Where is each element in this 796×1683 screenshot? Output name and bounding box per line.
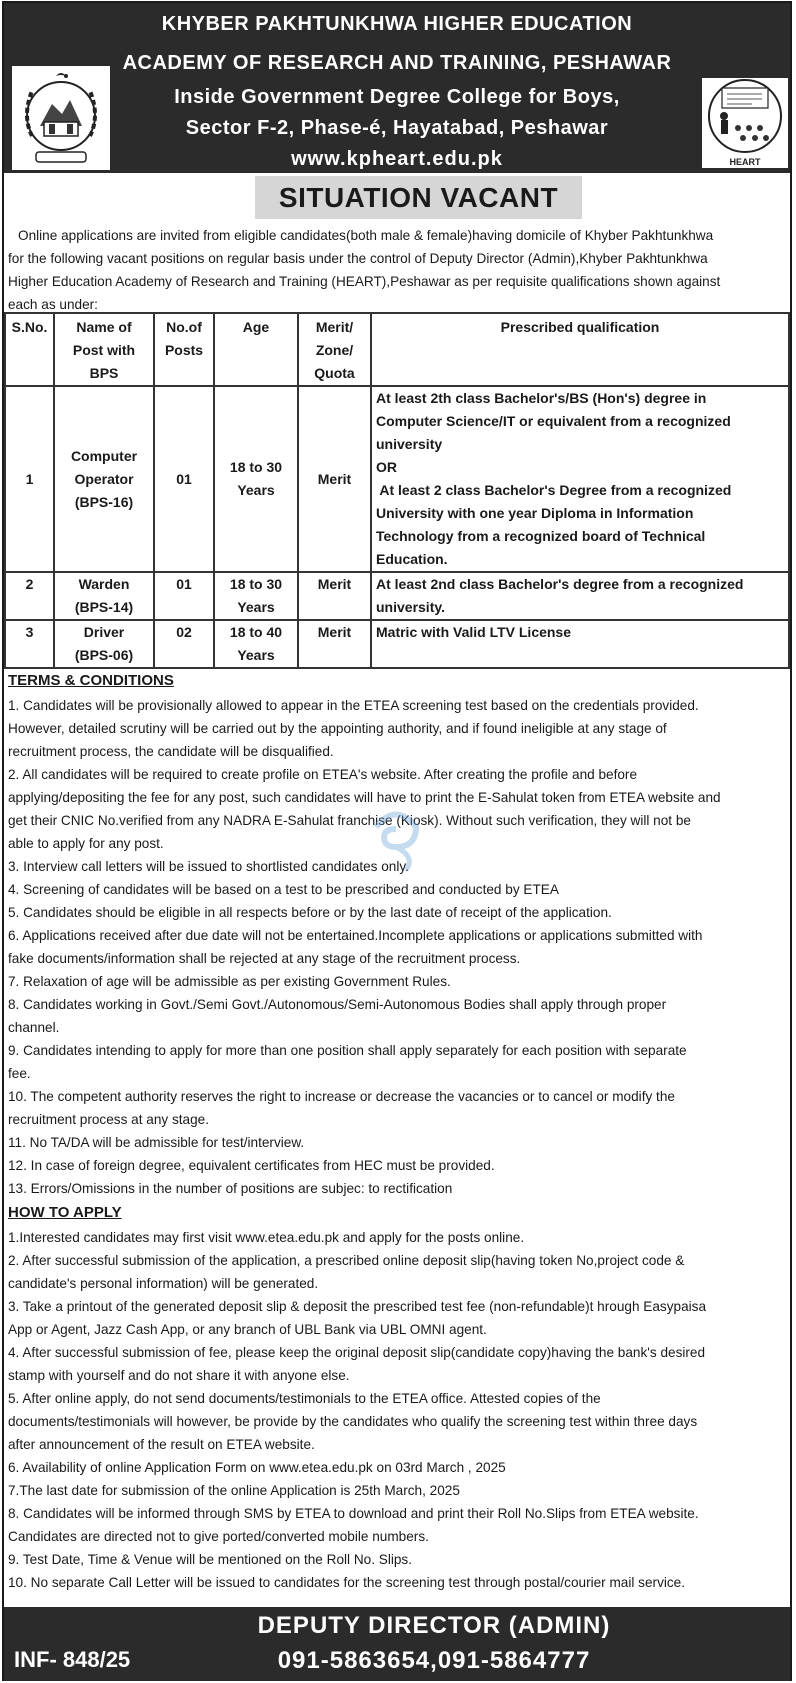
how-list-item: after announcement of the result on ETEA website. — [8, 1437, 315, 1452]
terms-list-item: 6. Applications received after due date will not be entertained.Incomplete applications or applications submitted with — [8, 928, 703, 943]
cell-age: 18 to 40 Years — [214, 620, 298, 668]
table-row — [5, 386, 789, 572]
terms-list-item: recruitment process, the candidate will be disqualified. — [8, 744, 334, 759]
terms-list-item: recruitment process at any stage. — [8, 1112, 209, 1127]
terms-list-item: 1. Candidates will be provisionally allowed to appear in the ETEA screening test based on the credentials provided. — [8, 698, 699, 713]
how-to-apply-section — [8, 1204, 790, 1594]
intro-paragraph — [8, 224, 790, 316]
col-qualification: Prescribed qualification — [371, 313, 789, 386]
cell-sno: 2 — [5, 572, 54, 620]
terms-title: TERMS & CONDITIONS — [8, 672, 174, 689]
terms-list-item: 12. In case of foreign degree, equivalent certificates from HEC must be provided. — [8, 1158, 495, 1173]
terms-list-item: 10. The competent authority reserves the right to increase or decrease the vacancies or to cancel or modify the — [8, 1089, 675, 1104]
cell-post: Driver (BPS-06) — [54, 620, 154, 668]
title-banner — [255, 176, 582, 219]
cell-sno: 1 — [5, 386, 54, 572]
header-line-3: Inside Government Degree College for Boys, — [174, 86, 620, 108]
how-list-item: 6. Availability of online Application Form on www.etea.edu.pk on 03rd March , 2025 — [8, 1460, 506, 1475]
terms-list-item: 13. Errors/Omissions in the number of positions are subjec: to rectification — [8, 1181, 453, 1196]
terms-list-item: 4. Screening of candidates will be based on a test to be prescribed and conducted by ETEA — [8, 882, 559, 897]
col-post: Name of Post with BPS — [54, 313, 154, 386]
watermark-icon — [366, 802, 426, 872]
terms-list-item: 7. Relaxation of age will be admissible as per existing Government Rules. — [8, 974, 451, 989]
cell-post: Computer Operator (BPS-16) — [54, 386, 154, 572]
how-list-item: 7.The last date for submission of the online Application is 25th March, 2025 — [8, 1483, 460, 1498]
how-list-item: 8. Candidates will be informed through SMS by ETEA to download and print their Roll No.Slips from ETEA website. — [8, 1506, 699, 1521]
cell-qualification: At least 2th class Bachelor's/BS (Hon's) degree in Computer Science/IT or equivalent from a recognized university OR At least 2 class Bachelor's Degree from a recognized University with one year Diploma in Information Technology from a recognized board of Technical Education. — [371, 386, 789, 572]
terms-list-item: 11. No TA/DA will be admissible for test/interview. — [8, 1135, 305, 1150]
table-row — [5, 620, 789, 668]
kp-government-logo — [12, 66, 110, 170]
cell-posts: 02 — [154, 620, 214, 668]
how-list-item: 1.Interested candidates may first visit www.etea.edu.pk and apply for the posts online. — [8, 1230, 525, 1245]
terms-list-item: get their CNIC No.verified from any NADRA E-Sahulat franchise (Kiosk). Without such verification, they will not be — [8, 813, 691, 828]
cell-posts: 01 — [154, 572, 214, 620]
cell-merit: Merit — [298, 620, 371, 668]
intro-line: for the following vacant positions on regular basis under the control of Deputy Director (Admin),Khyber Pakhtunkhwa — [8, 251, 708, 266]
header-line-4: Sector F-2, Phase-é, Hayatabad, Peshawar — [185, 117, 609, 139]
intro-line: Online applications are invited from eligible candidates(both male & female)having domicile of Khyber Pakhtunkhwa — [18, 228, 714, 243]
heart-logo — [702, 78, 788, 168]
cell-merit: Merit — [298, 386, 371, 572]
terms-list-item: 5. Candidates should be eligible in all respects before or by the last date of receipt of the application. — [8, 905, 612, 920]
terms-list-item: able to apply for any post. — [8, 836, 164, 851]
footer-banner — [4, 1607, 790, 1681]
how-list-item: 3. Take a printout of the generated deposit slip & deposit the prescribed test fee (non-refundable)t hrough Easypaisa — [8, 1299, 707, 1314]
header-website: www.kpheart.edu.pk — [291, 148, 503, 170]
how-list-item: stamp with yourself and do not share it with anyone else. — [8, 1368, 350, 1383]
header-banner — [4, 3, 790, 173]
intro-line: each as under: — [8, 297, 98, 312]
how-to-apply-title: HOW TO APPLY — [8, 1204, 122, 1221]
col-merit: Merit/ Zone/ Quota — [298, 313, 371, 386]
how-list-item: 2. After successful submission of the application, a prescribed online deposit slip(having token No,project code & — [8, 1253, 685, 1268]
col-sno: S.No. — [5, 313, 54, 386]
how-list-item: 4. After successful submission of fee, please keep the original deposit slip(candidate copy)having the bank's desired — [8, 1345, 706, 1360]
how-list-item: 9. Test Date, Time & Venue will be mentioned on the Roll No. Slips. — [8, 1552, 413, 1567]
cell-age: 18 to 30 Years — [214, 386, 298, 572]
cell-qualification: At least 2nd class Bachelor's degree from a recognized university. — [371, 572, 789, 620]
table-header-row — [5, 313, 789, 386]
terms-list-item: fee. — [8, 1066, 31, 1081]
heart-logo-text: HEART — [729, 157, 761, 167]
how-list-item: 5. After online apply, do not send documents/testimonials to the ETEA office. Attested copies of the — [8, 1391, 601, 1406]
cell-age: 18 to 30 Years — [214, 572, 298, 620]
terms-list — [8, 694, 790, 1200]
footer-phone-numbers: 091-5863654,091-5864777 — [277, 1647, 591, 1674]
how-list-item: 10. No separate Call Letter will be issued to candidates for the screening test through postal/courier mail service. — [8, 1575, 686, 1590]
terms-list-item: 2. All candidates will be required to create profile on ETEA's website. After creating the profile and before — [8, 767, 638, 782]
terms-section — [8, 672, 790, 1200]
cell-sno: 3 — [5, 620, 54, 668]
terms-list-item: 8. Candidates working in Govt./Semi Govt./Autonomous/Semi-Autonomous Bodies shall apply through proper — [8, 997, 667, 1012]
cell-posts: 01 — [154, 386, 214, 572]
terms-list-item: 3. Interview call letters will be issued to shortlisted candidates only. — [8, 859, 409, 874]
col-posts: No.of Posts — [154, 313, 214, 386]
header-line-1: KHYBER PAKHTUNKHWA HIGHER EDUCATION — [161, 13, 633, 35]
terms-list-item: fake documents/information shall be rejected at any stage of the recruitment process. — [8, 951, 521, 966]
table-row — [5, 572, 789, 620]
how-to-apply-list — [8, 1226, 790, 1594]
footer-inf-number: INF- 848/25 — [14, 1647, 131, 1672]
page-title: SITUATION VACANT — [278, 182, 559, 213]
kp-emblem-icon — [12, 66, 110, 170]
cell-merit: Merit — [298, 572, 371, 620]
terms-list-item: channel. — [8, 1020, 60, 1035]
terms-list-item: 9. Candidates intending to apply for more than one position shall apply separately for each position with separate — [8, 1043, 687, 1058]
footer-designation: DEPUTY DIRECTOR (ADMIN) — [257, 1612, 611, 1639]
heart-academy-icon — [702, 78, 788, 168]
how-list-item: Candidates are directed not to give ported/converted mobile numbers. — [8, 1529, 429, 1544]
terms-list-item: applying/depositing the fee for any post, such candidates will have to print the E-Sahulat token from ETEA website and — [8, 790, 721, 805]
terms-list-item: However, detailed scrutiny will be carried out by the appointing authority, and if found ineligible at any stage of — [8, 721, 667, 736]
vacancy-table — [4, 312, 790, 669]
intro-line: Higher Education Academy of Research and Training (HEART),Peshawar as per requisite qualifications shown against — [8, 274, 721, 289]
cell-qualification: Matric with Valid LTV License — [371, 620, 789, 668]
cell-post: Warden (BPS-14) — [54, 572, 154, 620]
how-list-item: candidate's personal information) will be generated. — [8, 1276, 319, 1291]
how-list-item: App or Agent, Jazz Cash App, or any branch of UBL Bank via UBL OMNI agent. — [8, 1322, 487, 1337]
header-line-2: ACADEMY OF RESEARCH AND TRAINING, PESHAWAR — [122, 52, 672, 74]
col-age: Age — [214, 313, 298, 386]
how-list-item: documents/testimonials will however, be provide by the candidates who qualify the screening test within three days — [8, 1414, 698, 1429]
